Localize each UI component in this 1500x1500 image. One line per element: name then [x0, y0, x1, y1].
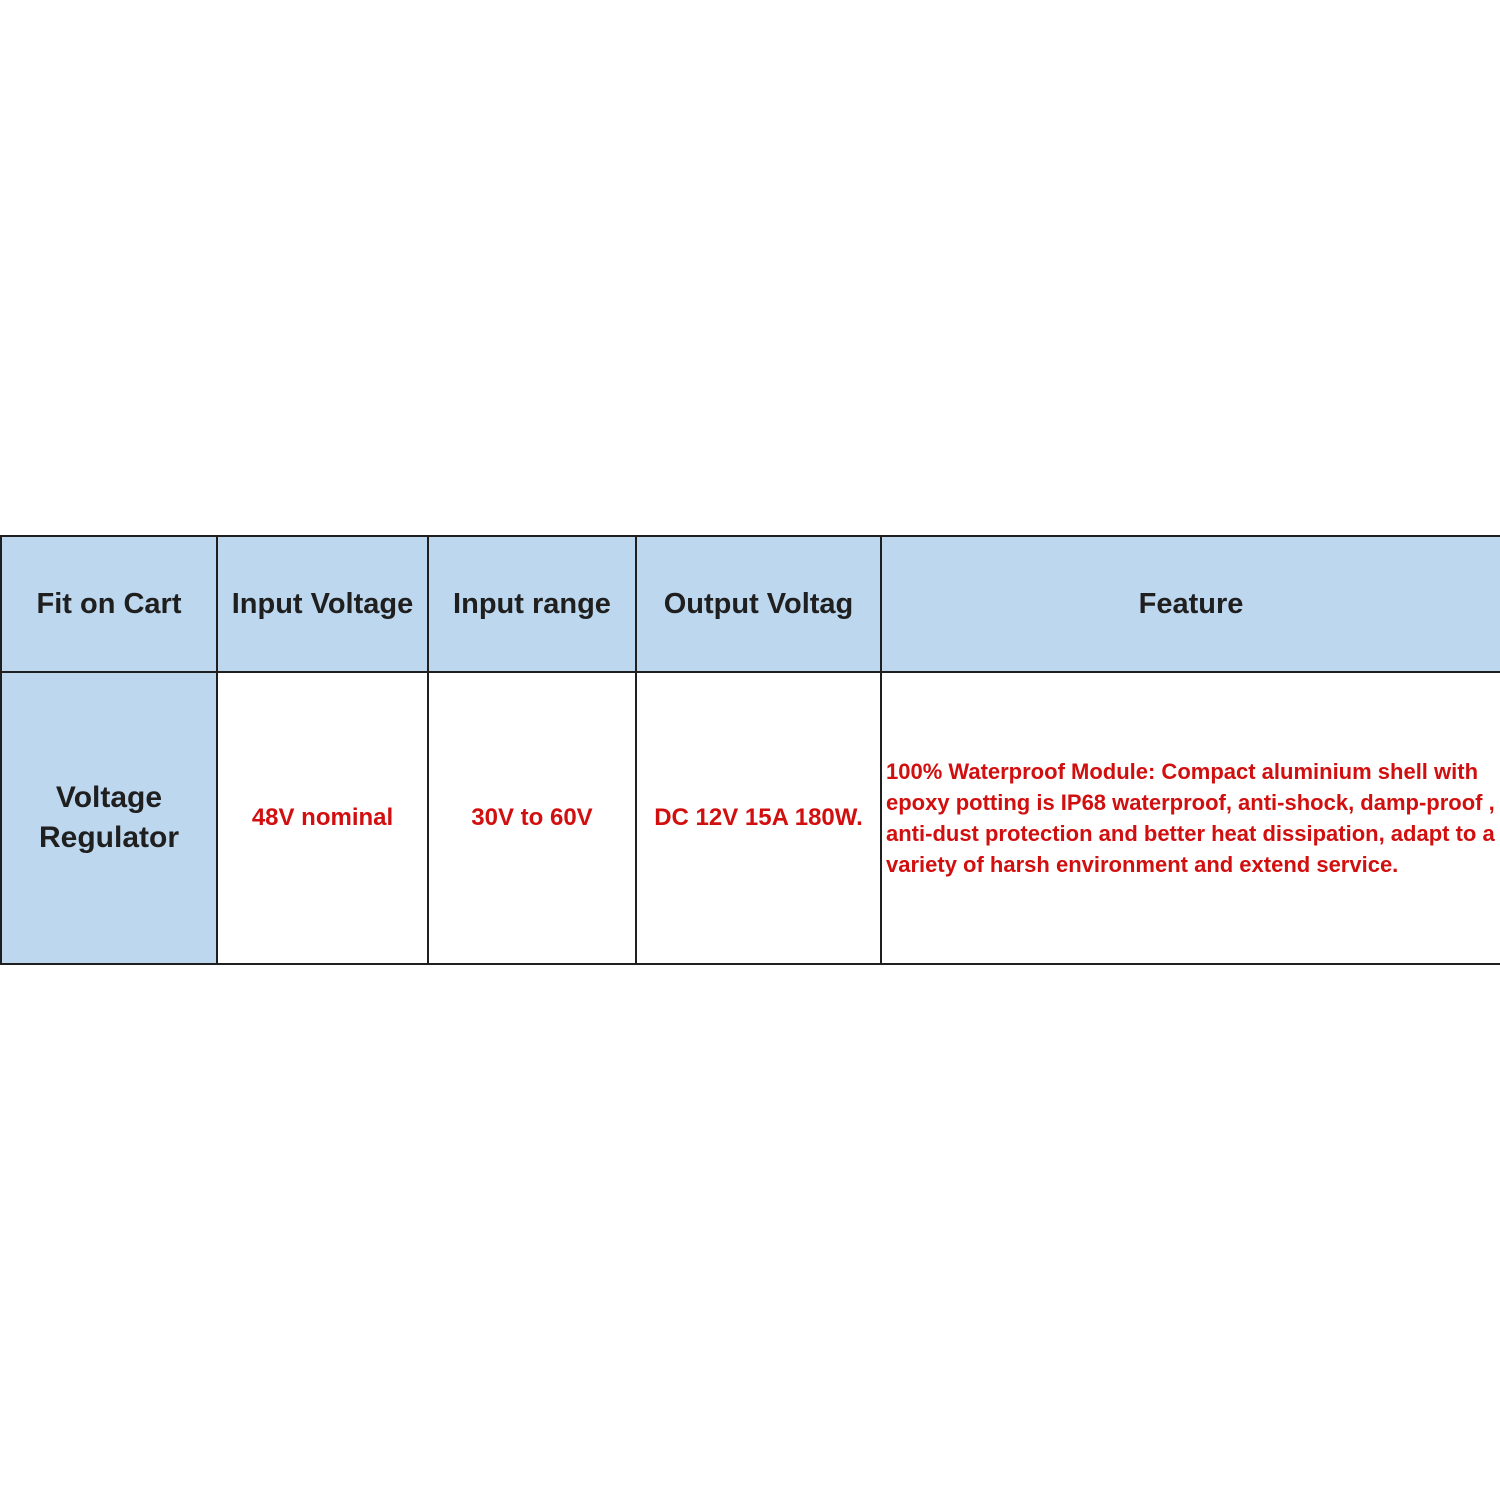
spec-table: [0, 535, 1500, 965]
header-feature: Feature: [881, 536, 1500, 672]
header-input-voltage: Input Voltage: [217, 536, 428, 672]
header-input-range: Input range: [428, 536, 636, 672]
header-row: [1, 536, 1500, 672]
product-name-line2: Regulator: [38, 821, 179, 854]
product-name-line1: Voltage: [55, 781, 163, 814]
header-output-voltage: Output Voltag: [636, 536, 881, 672]
cell-input-voltage: 48V nominal: [217, 672, 428, 964]
header-fit-on-cart: Fit on Cart: [1, 536, 217, 672]
table-row: [1, 672, 1500, 964]
cell-input-range: 30V to 60V: [428, 672, 636, 964]
cell-feature: 100% Waterproof Module: Compact aluminium shell with epoxy potting is IP68 waterproof, anti-shock, damp-proof , anti-dust protection and better heat dissipation, adapt to a variety of harsh environment and extend service.: [881, 672, 1500, 964]
cell-output-voltage: DC 12V 15A 180W.: [636, 672, 881, 964]
cell-fit-on-cart: [1, 672, 217, 964]
